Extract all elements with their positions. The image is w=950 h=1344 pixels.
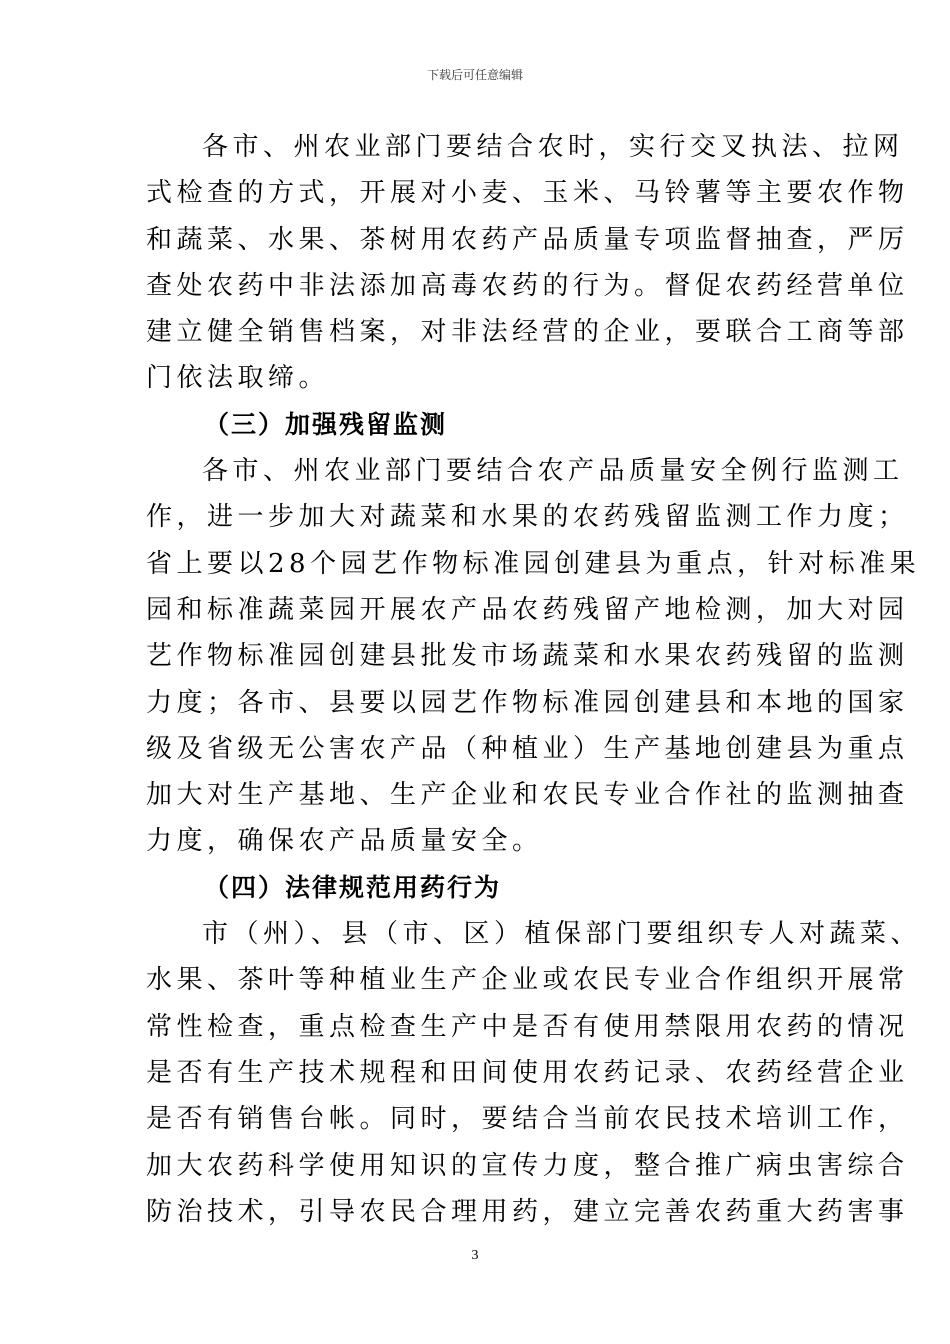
text-line: 常性检查，重点检查生产中是否有使用禁限用农药的情况 xyxy=(146,1011,909,1042)
text-line: 查处农药中非法添加高毒农药的行为。督促农药经营单位 xyxy=(146,270,909,301)
text-line: 式检查的方式，开展对小麦、玉米、马铃薯等主要农作物 xyxy=(146,178,909,209)
text-line: 各市、州农业部门要结合农产品质量安全例行监测工 xyxy=(202,456,904,487)
text-line: 加大对生产基地、生产企业和农民专业合作社的监测抽查 xyxy=(146,780,909,811)
text-line: 是否有销售台帐。同时，要结合当前农民技术培训工作， xyxy=(146,1104,909,1135)
text-line: 和蔬菜、水果、茶树用农药产品质量专项监督抽查，严厉 xyxy=(146,224,909,255)
text-line: 作，进一步加大对蔬菜和水果的农药残留监测工作力度； xyxy=(146,502,909,533)
text-line: 艺作物标准园创建县批发市场蔬菜和水果农药残留的监测 xyxy=(146,641,909,672)
text-line: 园和标准蔬菜园开展农产品农药残留产地检测，加大对园 xyxy=(146,594,909,625)
text-line: 加大农药科学使用知识的宣传力度，整合推广病虫害综合 xyxy=(146,1150,909,1181)
text-line: 是否有生产技术规程和田间使用农药记录、农药经营企业 xyxy=(146,1057,909,1088)
page-number: 3 xyxy=(471,1248,479,1263)
body-text xyxy=(146,124,922,1235)
text-line: 建立健全销售档案，对非法经营的企业，要联合工商等部 xyxy=(146,317,909,348)
text-line: 市（州）、县（市、区）植保部门要组织专人对蔬菜、 xyxy=(202,919,922,950)
text-line: 防治技术，引导农民合理用药，建立完善农药重大药害事 xyxy=(146,1196,909,1227)
page-header: 下载后可任意编辑 xyxy=(426,68,523,82)
text-line: 省上要以28个园艺作物标准园创建县为重点，针对标准果 xyxy=(146,548,921,579)
text-line: 力度，确保农产品质量安全。 xyxy=(146,826,543,857)
text-line: 级及省级无公害农产品（种植业）生产基地创建县为重点 xyxy=(146,733,909,764)
section-heading: （四）法律规范用药行为 xyxy=(204,872,502,902)
text-line: 各市、州农业部门要结合农时，实行交叉执法、拉网 xyxy=(202,132,904,162)
text-line: 力度；各市、县要以园艺作物标准园创建县和本地的国家 xyxy=(146,687,909,718)
text-line: 门依法取缔。 xyxy=(146,363,330,394)
section-heading: （三）加强残留监测 xyxy=(204,409,448,439)
text-line: 水果、茶叶等种植业生产企业或农民专业合作组织开展常 xyxy=(146,965,909,996)
